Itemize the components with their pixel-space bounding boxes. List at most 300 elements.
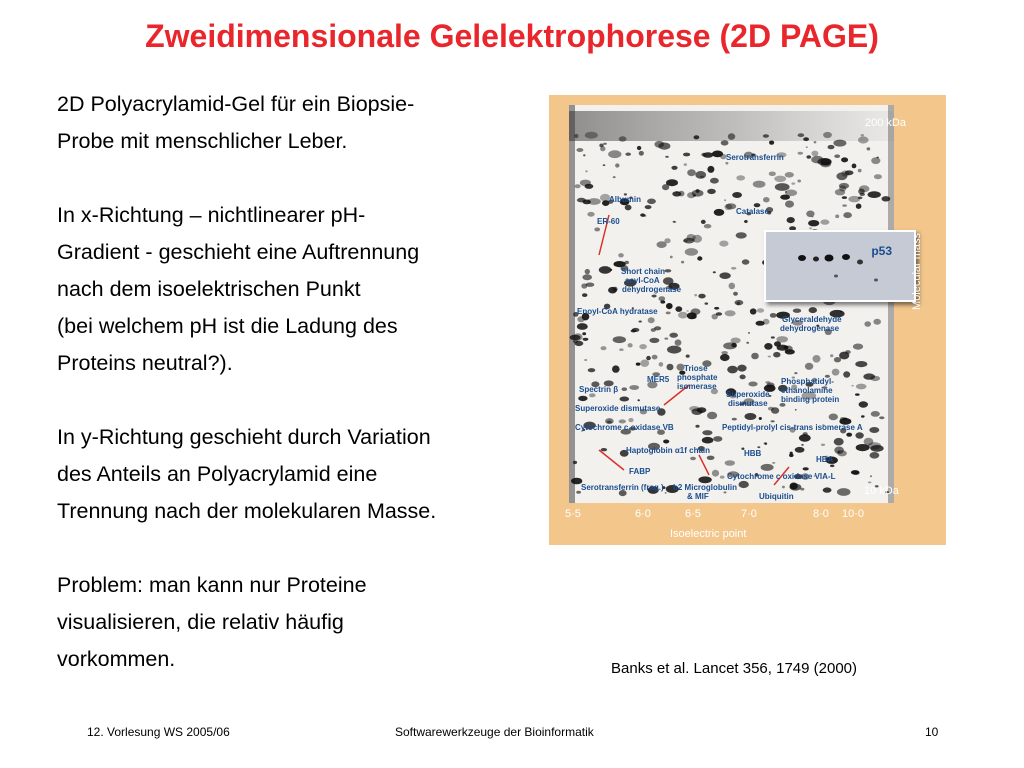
gel-spot	[622, 387, 628, 391]
gel-spot	[794, 372, 797, 374]
gel-spot	[585, 269, 590, 274]
protein-label: & MIF	[687, 492, 709, 501]
gel-spot	[707, 412, 717, 419]
gel-spot	[583, 154, 585, 156]
gel-spot	[669, 333, 678, 338]
gel-spot	[765, 443, 767, 445]
gel-spot	[573, 461, 577, 464]
gel-spot	[660, 300, 665, 303]
gel-spot	[686, 310, 689, 312]
text-line: visualisieren, die relativ häufig	[57, 610, 344, 634]
gel-spot	[811, 151, 818, 157]
gel-spot	[775, 183, 790, 191]
gel-spot	[645, 205, 652, 209]
gel-spot	[659, 296, 666, 301]
gel-spot	[731, 267, 736, 270]
gel-spot	[725, 204, 733, 210]
gel-spot	[823, 132, 832, 138]
gel-spot	[582, 332, 586, 335]
footer-left: 12. Vorlesung WS 2005/06	[87, 725, 230, 739]
protein-label: HBB	[744, 449, 762, 458]
gel-spot	[811, 156, 823, 164]
gel-spot	[667, 364, 674, 371]
text-line: (bei welchem pH ist die Ladung des	[57, 314, 398, 338]
gel-spot	[639, 344, 647, 349]
spot	[813, 257, 819, 262]
gel-spot	[599, 144, 603, 148]
gel-spot	[861, 134, 864, 136]
gel-spot	[587, 212, 594, 217]
gel-spot	[694, 135, 700, 139]
gel-spot	[649, 338, 659, 343]
gel-spot	[610, 269, 612, 271]
inset-p53	[764, 230, 916, 302]
gel-spot	[665, 269, 672, 272]
gel-spot	[664, 338, 668, 340]
gel-spot	[770, 313, 777, 318]
protein-label: Cytochrome c oxidase VB	[575, 423, 674, 432]
gel-spot	[586, 283, 595, 287]
gel-spot	[601, 346, 607, 350]
left-edge	[569, 105, 575, 503]
gel-spot	[584, 359, 587, 361]
gel-spot	[873, 319, 881, 325]
spot	[874, 279, 878, 282]
protein-label: Phosphatidyl-	[781, 377, 834, 386]
gel-spot	[684, 163, 687, 166]
gel-spot	[855, 361, 867, 367]
gel-spot	[583, 338, 589, 341]
gel-spot	[577, 316, 585, 322]
gel-spot	[714, 209, 725, 216]
gel-spot	[861, 415, 865, 417]
gel-spot	[870, 452, 880, 459]
protein-label: ethanolamine	[781, 386, 833, 395]
gel-spot	[665, 492, 667, 494]
gel-spot	[842, 196, 847, 199]
gel-spot	[654, 326, 661, 330]
gel-spot	[820, 162, 831, 168]
spot	[857, 260, 863, 265]
protein-label: Spectrin β	[579, 385, 619, 394]
gel-spot	[761, 464, 774, 471]
gel-spot	[809, 307, 817, 313]
gel-spot	[806, 211, 814, 218]
mass-bottom-label: 10 kDa	[864, 485, 899, 497]
gel-spot	[666, 303, 673, 309]
text-line: vorkommen.	[57, 647, 176, 671]
gel-spot	[757, 308, 764, 313]
gel-spot	[721, 351, 728, 354]
gel-spot	[843, 212, 852, 218]
gel-spot	[728, 133, 735, 140]
x-axis-title: Isoelectric point	[670, 528, 747, 540]
gel-spot	[575, 341, 584, 346]
text-line: 2D Polyacrylamid-Gel für ein Biopsie-	[57, 92, 415, 116]
gel-spot	[719, 241, 728, 247]
gel-spot	[834, 447, 844, 454]
gel-spot	[585, 184, 594, 189]
protein-label: dehydrogenase	[622, 285, 682, 294]
gel-spot	[727, 366, 738, 374]
gel-spot	[853, 471, 860, 475]
footer-center: Softwarewerkzeuge der Bioinformatik	[395, 725, 594, 739]
text-line: des Anteils an Polyacrylamid eine	[57, 462, 378, 486]
gel-spot	[725, 310, 736, 316]
gel-spot	[658, 143, 670, 150]
gel-spot	[666, 312, 671, 315]
protein-label: Albumin	[609, 195, 641, 204]
gel-spot	[675, 339, 682, 345]
x-tick: 7·0	[741, 508, 757, 520]
gel-spot	[823, 487, 832, 492]
gel-spot	[851, 385, 853, 387]
gel-spot	[842, 204, 847, 206]
gel-spot	[667, 346, 681, 354]
gel-spot	[691, 408, 702, 415]
gel-spot	[748, 332, 750, 334]
gel-spot	[834, 438, 844, 446]
gel-spot	[867, 147, 871, 150]
gel-spot	[787, 217, 795, 223]
gel-spot	[774, 176, 786, 182]
gel-spot	[803, 432, 808, 436]
gel-spot	[806, 146, 808, 148]
gel-spot	[575, 184, 581, 188]
gel-spot	[808, 220, 819, 226]
body-text	[57, 86, 527, 678]
gel-spot	[763, 197, 770, 202]
gel-spot	[710, 178, 719, 184]
gel-spot	[789, 454, 794, 458]
gel-spot	[841, 157, 848, 162]
protein-label: dismutase	[728, 399, 768, 408]
gel-spot	[687, 169, 696, 176]
gel-spot	[687, 192, 695, 198]
gel-spot	[803, 467, 809, 470]
gel-spot	[652, 295, 657, 298]
gel-spot	[805, 363, 813, 370]
gel-spot	[763, 319, 770, 325]
gel-spot	[744, 220, 748, 223]
gel-spot	[785, 201, 794, 208]
gel-spot	[859, 185, 870, 192]
gel-spot	[570, 335, 581, 341]
protein-label: FABP	[629, 467, 651, 476]
y-axis-title: Molecular mass	[911, 232, 923, 310]
gel-spot	[821, 444, 825, 446]
gel-spot	[705, 302, 709, 304]
gel-spot	[746, 342, 749, 344]
gel-spot	[695, 171, 706, 179]
spot	[834, 275, 838, 278]
gel-spot	[771, 336, 775, 338]
gel-spot	[855, 393, 860, 395]
gel-figure	[549, 95, 946, 545]
gel-spot	[806, 155, 811, 158]
gel-spot	[750, 308, 757, 314]
gel-spot	[846, 433, 852, 437]
gel-spot	[855, 432, 863, 438]
gel-spot	[673, 221, 676, 223]
gel-spot	[663, 277, 674, 285]
protein-label: acyl-CoA	[625, 276, 660, 285]
gel-spot	[720, 354, 730, 361]
gel-spot	[769, 172, 776, 177]
gel-spot	[737, 302, 741, 305]
gel-spot	[771, 407, 779, 414]
gel-spot	[869, 427, 879, 433]
gel-spot	[692, 315, 697, 319]
gel-spot	[833, 140, 846, 147]
gel-spot	[628, 343, 633, 347]
gel-spot	[732, 418, 737, 421]
protein-label: Serotransferrin	[726, 153, 784, 162]
gel-spot	[620, 397, 630, 402]
gel-spot	[835, 189, 845, 195]
x-tick: 6·5	[685, 508, 701, 520]
gel-spot	[694, 294, 697, 296]
gel-spot	[652, 355, 658, 360]
protein-label: Haptoglobin α1f chain	[626, 446, 711, 455]
gel-spot	[769, 141, 774, 145]
paragraph-y-direction	[57, 419, 527, 530]
gel-spot	[830, 465, 834, 468]
gel-spot	[640, 213, 645, 216]
gel-spot	[585, 132, 598, 139]
gel-spot	[713, 436, 722, 442]
text-line: Gradient - geschieht eine Auftrennung	[57, 240, 420, 264]
gel-spot	[829, 414, 838, 421]
gel-spot	[740, 375, 746, 380]
gel-spot	[599, 266, 612, 274]
gel-spot	[870, 475, 872, 477]
protein-label: isomerase	[677, 382, 717, 391]
gel-spot	[834, 357, 841, 362]
gel-spot	[843, 417, 848, 420]
gel-spot	[795, 447, 805, 453]
gel-spot	[697, 256, 702, 260]
gel-spot	[704, 224, 712, 228]
gel-spot	[685, 248, 698, 256]
protein-label: Cytochrome c oxidase VIA-L	[727, 472, 836, 481]
gel-spot	[837, 488, 851, 496]
gel-spot	[839, 183, 849, 189]
gel-spot	[871, 157, 880, 164]
protein-label: ER-60	[597, 217, 620, 226]
gel-spot	[678, 312, 688, 319]
gel-spot	[576, 148, 583, 152]
gel-spot	[577, 323, 588, 330]
x-tick: 5·5	[565, 508, 581, 520]
gel-spot	[615, 163, 619, 167]
gel-spot	[707, 166, 714, 173]
protein-label: Peptidyl-prolyl cis-trans isomerase A	[722, 423, 863, 432]
gel-spot	[764, 343, 772, 350]
gel-spot	[646, 356, 651, 360]
gel-spot	[675, 306, 682, 312]
gel-spot	[834, 154, 840, 158]
gel-spot	[613, 176, 616, 178]
gel-spot	[868, 442, 881, 449]
gel-spot	[683, 239, 688, 242]
protein-label: Superoxide	[726, 390, 770, 399]
gel-spot	[773, 352, 780, 358]
gel-spot	[707, 189, 716, 194]
protein-label: Ubiquitin	[759, 492, 794, 501]
gel-spot	[716, 312, 722, 315]
gel-spot	[582, 274, 592, 280]
gel-spot	[729, 283, 736, 290]
gel-spot	[871, 411, 880, 417]
gel-spot	[795, 409, 797, 411]
gel-spot	[759, 417, 762, 420]
gel-spot	[745, 413, 757, 420]
gel-spot	[683, 153, 690, 157]
gel-spot	[800, 488, 804, 491]
gel-spot	[619, 348, 623, 351]
gel-spot	[736, 175, 745, 180]
gel-spot	[835, 215, 839, 219]
gel-spot	[714, 307, 719, 310]
gel-spot	[793, 309, 801, 313]
gel-spot	[798, 133, 805, 137]
gel-spot	[772, 462, 775, 464]
gel-spot	[719, 272, 730, 279]
text-line: nach dem isoelektrischen Punkt	[57, 277, 361, 301]
text-line: Probe mit menschlicher Leber.	[57, 129, 348, 153]
gel-spot	[671, 166, 677, 170]
gel-spot	[702, 430, 712, 435]
gel-spot	[632, 328, 640, 332]
gel-spot	[647, 199, 656, 205]
x-tick: 8·0	[813, 508, 829, 520]
text-line: In y-Richtung geschieht durch Variation	[57, 425, 431, 449]
gel-spot	[879, 416, 884, 419]
gel-spot	[619, 136, 627, 141]
gel-spot	[608, 150, 621, 158]
text-line: In x-Richtung – nichtlinearer pH-	[57, 203, 366, 227]
protein-label: dehydrogenase	[780, 324, 840, 333]
x-tick: 10·0	[842, 508, 865, 520]
gel-spot	[838, 451, 841, 453]
gel-spot	[686, 355, 690, 358]
gel-spot	[751, 353, 759, 360]
annotation-arrows	[599, 215, 789, 485]
gel-spot	[814, 141, 817, 143]
gel-spot	[853, 344, 863, 350]
gel-spot	[618, 253, 624, 257]
gel-spot	[707, 456, 715, 460]
inset-spots	[766, 232, 914, 300]
gel-spot	[703, 152, 714, 158]
gel-spot	[672, 191, 681, 196]
gel-spot	[629, 385, 639, 390]
gel-spot	[803, 137, 809, 141]
gel-spot	[648, 317, 655, 323]
gel-spot	[877, 157, 879, 159]
protein-label: Short chain	[621, 267, 666, 276]
spot	[842, 254, 850, 260]
paragraph-x-direction	[57, 197, 527, 382]
gel-spot	[638, 399, 640, 401]
gel-spot	[724, 199, 726, 201]
gel-spot	[813, 355, 821, 363]
gel-spot	[843, 371, 850, 377]
gel-spot	[701, 220, 706, 224]
gel-spot	[859, 401, 868, 407]
gel-spot	[801, 444, 804, 446]
protein-label: Glyceraldehyde	[782, 315, 842, 324]
gel-spot	[739, 481, 749, 488]
gel-spot	[757, 446, 760, 448]
text-line: Problem: man kann nur Proteine	[57, 573, 367, 597]
protein-label: Triose	[684, 364, 708, 373]
text-line: Trennung nach der molekularen Masse.	[57, 499, 437, 523]
gel-spot	[681, 261, 684, 264]
gel-spot	[585, 170, 587, 172]
gel-spot	[659, 362, 664, 367]
gel-spot	[763, 134, 769, 137]
gel-spot	[725, 162, 728, 165]
gel-spot	[860, 193, 865, 196]
gel-spot	[725, 460, 735, 466]
gel-spot	[856, 204, 862, 209]
x-tick: 6·0	[635, 508, 651, 520]
gel-spot	[582, 293, 587, 297]
protein-label: phosphate	[677, 373, 718, 382]
gel-spot	[702, 437, 714, 444]
gel-spot	[830, 354, 833, 357]
gel-spot	[863, 373, 875, 379]
spot	[825, 255, 834, 262]
gel-spot	[603, 143, 607, 145]
gel-spot	[832, 369, 840, 376]
gel-spot	[839, 352, 849, 360]
gel-spot	[797, 180, 801, 183]
gel-spot	[625, 153, 631, 156]
gel-spot	[603, 164, 606, 166]
gel-spot	[868, 191, 881, 198]
gel-spot	[858, 136, 869, 143]
gel-spot	[785, 172, 794, 178]
gel-spot	[858, 197, 863, 200]
protein-label: HBA	[816, 455, 834, 464]
spot	[798, 255, 806, 261]
gel-spot	[737, 365, 746, 372]
gel-spot	[612, 365, 620, 372]
gel-spot	[712, 470, 719, 477]
gel-spot	[713, 271, 716, 273]
gel-spot	[666, 179, 678, 186]
protein-label: Superoxide dismutase	[575, 404, 661, 413]
gel-spot	[608, 287, 617, 294]
gel-spot	[736, 232, 747, 238]
gel-spot	[588, 368, 596, 372]
gel-spot	[882, 196, 891, 201]
gel-spot	[670, 256, 673, 259]
gel-spot	[664, 238, 670, 243]
gel-spot	[663, 440, 669, 444]
gel-spot	[601, 448, 607, 451]
text-line: Proteins neutral?).	[57, 351, 233, 375]
gel-spot	[864, 321, 871, 327]
gel-spot	[874, 174, 882, 179]
gel-spot	[782, 486, 785, 489]
gel-spot	[753, 181, 766, 188]
gel-spot	[721, 140, 729, 145]
protein-label: Serotransferrin (frag.)	[581, 483, 664, 492]
